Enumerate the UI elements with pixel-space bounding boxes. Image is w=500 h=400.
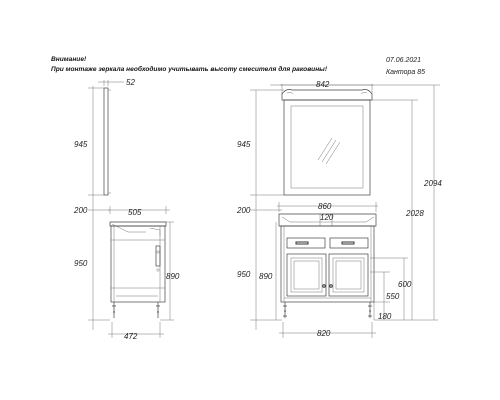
dim-cabinet-height-front: 950 <box>237 270 251 279</box>
front-view <box>236 80 442 338</box>
dim-drain-offset: 120 <box>320 213 334 222</box>
dim-mount-height: 2028 <box>406 209 424 218</box>
dim-basin-depth: 505 <box>128 208 142 217</box>
dim-height-600: 600 <box>398 280 412 289</box>
dim-cabinet-height-side: 950 <box>74 259 88 268</box>
dim-leg-height: 180 <box>378 312 392 321</box>
warning-text: При монтаже зеркала необходимо учитывать высоту смесителя для раковины! <box>51 66 328 73</box>
leg-left <box>283 302 287 318</box>
drawer-left <box>287 238 325 248</box>
side-mirror-profile <box>104 88 108 195</box>
drawer-right <box>330 238 368 248</box>
dim-gap-front: 200 <box>237 206 251 215</box>
door-knob-right <box>330 285 333 288</box>
door-right <box>329 254 368 296</box>
model-name: Кантора 85 <box>386 69 426 76</box>
side-leg-right <box>156 302 160 318</box>
dim-mirror-height-side: 945 <box>74 140 88 149</box>
dim-height-550: 550 <box>386 292 400 301</box>
cabinet-body <box>281 226 374 302</box>
side-leg-left <box>112 302 116 318</box>
mirror-frame <box>284 100 370 195</box>
dim-cabinet-body-front: 890 <box>259 272 273 281</box>
dim-overall-height: 2094 <box>424 179 442 188</box>
dim-mirror-height-front: 945 <box>237 140 251 149</box>
mirror-crown <box>282 90 372 101</box>
dim-mirror-depth: 52 <box>126 78 135 87</box>
drawing-date: 07.06.2021 <box>386 57 422 64</box>
dim-mirror-width: 842 <box>316 80 330 89</box>
dim-basin-width: 860 <box>318 202 332 211</box>
side-view <box>73 78 180 341</box>
dim-cabinet-depth: 472 <box>124 332 138 341</box>
warning-title: Внимание! <box>51 56 87 63</box>
mirror-glass <box>291 106 363 188</box>
door-left <box>287 254 326 296</box>
door-knob-left <box>323 285 326 288</box>
side-cabinet-body <box>111 226 165 302</box>
dim-cabinet-body-side: 890 <box>166 272 180 281</box>
side-basin-top <box>110 222 166 226</box>
leg-right <box>368 302 372 318</box>
dim-cabinet-width: 820 <box>317 329 331 338</box>
dim-gap-side: 200 <box>74 206 88 215</box>
